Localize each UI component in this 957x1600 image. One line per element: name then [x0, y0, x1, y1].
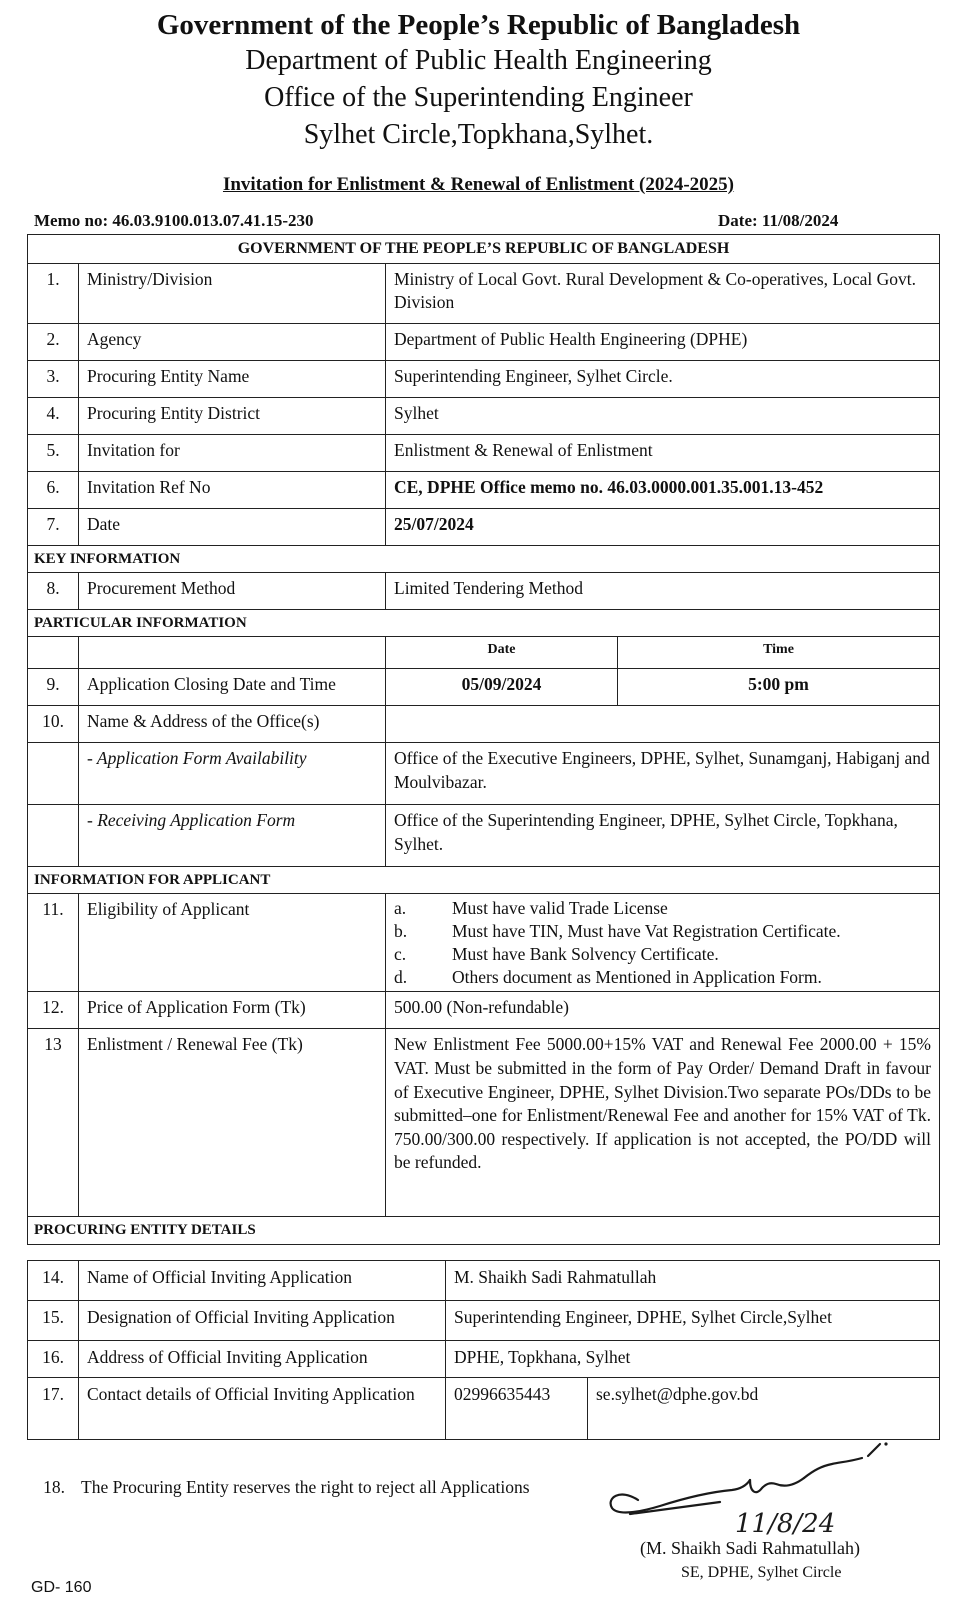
row-number: 2.	[28, 323, 79, 360]
list-item: d. Others document as Mentioned in Application Form.	[394, 966, 822, 987]
contact-phone: 02996635443	[446, 1378, 588, 1440]
row-number: 8.	[28, 572, 79, 609]
date-column-header: Date	[386, 637, 618, 669]
row-label: Application Closing Date and Time	[79, 669, 386, 706]
row-label: - Application Form Availability	[79, 743, 386, 805]
row-value: 25/07/2024	[386, 508, 940, 545]
department-title: Department of Public Health Engineering	[245, 45, 712, 76]
row-label: Address of Official Inviting Application	[79, 1341, 446, 1378]
row-value: M. Shaikh Sadi Rahmatullah	[446, 1261, 940, 1301]
table-row	[28, 1301, 940, 1341]
row-number: 4.	[28, 397, 79, 434]
signer-designation: SE, DPHE, Sylhet Circle	[681, 1564, 842, 1581]
table-row	[28, 323, 940, 360]
row-label: Designation of Official Inviting Application	[79, 1301, 446, 1341]
row-value: Office of the Superintending Engineer, DPHE, Sylhet Circle, Topkhana, Sylhet.	[386, 805, 940, 867]
row-label: Ministry/Division	[79, 263, 386, 323]
table-row	[28, 706, 940, 743]
table-row	[28, 1029, 940, 1217]
row-value: Department of Public Health Engineering (DPHE)	[386, 323, 940, 360]
section-information-for-applicant: INFORMATION FOR APPLICANT	[28, 867, 940, 894]
row-label: Procurement Method	[79, 572, 386, 609]
row-label: Name of Official Inviting Application	[79, 1261, 446, 1301]
row-label: Eligibility of Applicant	[79, 894, 386, 992]
office-address: Sylhet Circle,Topkhana,Sylhet.	[303, 119, 654, 150]
row-value: Limited Tendering Method	[386, 572, 940, 609]
office-title: Office of the Superintending Engineer	[264, 82, 693, 113]
invitation-table	[27, 234, 940, 1245]
row-value: Sylhet	[386, 397, 940, 434]
row-number: 16.	[28, 1341, 79, 1378]
date-time-header-row	[28, 637, 940, 669]
row-label: Price of Application Form (Tk)	[79, 992, 386, 1029]
row-number: 12.	[28, 992, 79, 1029]
section-key-information: KEY INFORMATION	[28, 545, 940, 572]
row-number: 11.	[28, 894, 79, 992]
table-row	[28, 743, 940, 805]
row-label: Enlistment / Renewal Fee (Tk)	[79, 1029, 386, 1217]
memo-number: Memo no: 46.03.9100.013.07.41.15-230	[34, 211, 314, 230]
row-label: Invitation Ref No	[79, 471, 386, 508]
table-row	[28, 805, 940, 867]
row-label: Contact details of Official Inviting Application	[79, 1378, 446, 1440]
table-row	[28, 508, 940, 545]
row-label: - Receiving Application Form	[79, 805, 386, 867]
reservation-text: The Procuring Entity reserves the right to reject all Applications	[81, 1477, 530, 1497]
row-value: CE, DPHE Office memo no. 46.03.0000.001.35.001.13-452	[386, 471, 940, 508]
row-label: Procuring Entity District	[79, 397, 386, 434]
row-number: 18.	[43, 1477, 65, 1497]
table-row	[28, 263, 940, 323]
section-particular-information: PARTICULAR INFORMATION	[28, 609, 940, 636]
table-row	[28, 397, 940, 434]
table-row	[28, 471, 940, 508]
table-row	[28, 360, 940, 397]
row-number: 1.	[28, 263, 79, 323]
row-value: Superintending Engineer, Sylhet Circle.	[386, 360, 940, 397]
row-label: Date	[79, 508, 386, 545]
signer-name: (M. Shaikh Sadi Rahmatullah)	[640, 1538, 860, 1558]
time-column-header: Time	[618, 637, 940, 669]
row-value: DPHE, Topkhana, Sylhet	[446, 1341, 940, 1378]
row-number: 6.	[28, 471, 79, 508]
row-number: 10.	[28, 706, 79, 743]
list-item: b. Must have TIN, Must have Vat Registration Certificate.	[394, 921, 841, 942]
table-row	[28, 1261, 940, 1301]
memo-date: Date: 11/08/2024	[718, 211, 839, 230]
row-number: 5.	[28, 434, 79, 471]
row-value: Superintending Engineer, DPHE, Sylhet Circle,Sylhet	[446, 1301, 940, 1341]
row-value: 500.00 (Non-refundable)	[386, 992, 940, 1029]
table-row	[28, 992, 940, 1029]
section-procuring-entity-details: PROCURING ENTITY DETAILS	[28, 1217, 940, 1244]
procuring-entity-table	[27, 1260, 940, 1440]
closing-time: 5:00 pm	[618, 669, 940, 706]
row-number: 9.	[28, 669, 79, 706]
table-row	[28, 572, 940, 609]
row-number: 15.	[28, 1301, 79, 1341]
table-row	[28, 1378, 940, 1440]
row-value: Enlistment & Renewal of Enlistment	[386, 434, 940, 471]
eligibility-list-cell	[386, 894, 940, 992]
row-number: 17.	[28, 1378, 79, 1440]
row-number: 3.	[28, 360, 79, 397]
signature-date: 11/8/24	[735, 1509, 836, 1539]
row-label: Invitation for	[79, 434, 386, 471]
row-number: 14.	[28, 1261, 79, 1301]
row-number: 7.	[28, 508, 79, 545]
table-row	[28, 434, 940, 471]
contact-email: se.sylhet@dphe.gov.bd	[588, 1378, 940, 1440]
gov-heading: GOVERNMENT OF THE PEOPLE’S REPUBLIC OF BANGLADESH	[28, 235, 940, 264]
closing-date: 05/09/2024	[386, 669, 618, 706]
row-label: Procuring Entity Name	[79, 360, 386, 397]
eligibility-list	[394, 897, 931, 988]
list-item: a. Must have valid Trade License	[394, 898, 668, 919]
table-row	[28, 894, 940, 992]
row-label: Agency	[79, 323, 386, 360]
row-value: Ministry of Local Govt. Rural Development & Co-operatives, Local Govt. Division	[386, 263, 940, 323]
row-value: New Enlistment Fee 5000.00+15% VAT and Renewal Fee 2000.00 + 15% VAT. Must be submitted in the form of Pay Order/ Demand Draft in favour of Executive Engineer, DPHE, Sylhet Division.Two separate POs/DDs to be submitted–one for Enlistment/Renewal Fee and another for 15% VAT of Tk. 750.00/300.00 respectively. If application is not accepted, the PO/DD will be refunded.	[386, 1029, 940, 1217]
row-number: 13	[28, 1029, 79, 1217]
document-page: Government of the People’s Republic of Bangladesh Department of Public Health Engineering Office of the Superintending Engineer Sylhet Circle,Topkhana,Sylhet. Invitation for Enlistment & Renewal of Enlistment (2024-2025) Memo no: 46.03.9100.013.07.41.15-230 Date: 11/08/2024 GOVERNMENT OF THE PEOPLE’S REPUBLIC OF BANGLADESH 1. Ministry/Division Ministry of Local Govt. Rural Development & Co-operatives, Local Govt. Division 2. Agency Department of Public Health Engineering (DPHE) 3. Procuring Entity Name Superintending Engineer, Sylhet Circle. 4. Procuring Entity District Sylhet 5. Invitation for Enlistment & Renewal of Enlistment 6. Invitation Ref No CE, DPHE Office memo no. 46.03.0000.001.35.001.13-452 7. Date 25/07/2024 KEY INFORMATION 8. Procurement Method Limited Tendering Method PARTICULAR INFORMATION Date Time 9. Application Closing Date and Time 05/09/2024 5:00 pm 10. Name & Address of the Office(s) - Application Form Availability Office of the Executive Engineers, DPHE, Sylhet, Sunamganj, Habiganj and Moulvibazar. - Receiving Application Form Office of the Superintending Engineer, DPHE, Sylhet Circle, Topkhana, Sylhet. INFORMATION FOR APPLICANT 11. Eligibility of Applicant a. Must have valid Trade License b. Must have TIN, Must have Vat Registration Certificate. c. Must have Bank Solvency Certificate. d. Others document as Mentioned in Application Form. 12. Price of Application Form (Tk) 500.00 (Non-refundable) 13 Enlistment / Renewal Fee (Tk) New Enlistment Fee 5000.00+15% VAT and Renewal Fee 2000.00 + 15% VAT. Must be submitted in the form of Pay Order/ Demand Draft in favour of Executive Engineer, DPHE, Sylhet Division.Two separate POs/DDs to be submitted–one for Enlistment/Renewal Fee and another for 15% VAT of Tk. 750.00/300.00 respectively. If application is not accepted, the PO/DD will be refunded. PROCURING ENTITY DETAILS 14. Name of Official Inviting Application M. Shaikh Sadi Rahmatullah 15. Designation of Official Inviting Application Superintending Engineer, DPHE, Sylhet Circle,Sylhet 16. Address of Official Inviting Application DPHE, Topkhana, Sylhet 17. Contact details of Official Inviting Application 02996635443 se.sylhet@dphe.gov.bd 18. The Procuring Entity reserves the right to reject all Applications 11/8/24 (M. Shaikh Sadi Rahmatullah) SE, DPHE, Sylhet Circle GD- 160	[0, 0, 957, 1600]
reservation-note	[27, 1477, 530, 1498]
row-value: Office of the Executive Engineers, DPHE, Sylhet, Sunamganj, Habiganj and Moulvibazar.	[386, 743, 940, 805]
govt-title: Government of the People’s Republic of Bangladesh	[156, 9, 801, 41]
invitation-title: Invitation for Enlistment & Renewal of Enlistment (2024-2025)	[222, 174, 735, 195]
list-item: c. Must have Bank Solvency Certificate.	[394, 943, 719, 964]
table-row	[28, 1341, 940, 1378]
table-row	[28, 669, 940, 706]
row-label: Name & Address of the Office(s)	[79, 706, 386, 743]
